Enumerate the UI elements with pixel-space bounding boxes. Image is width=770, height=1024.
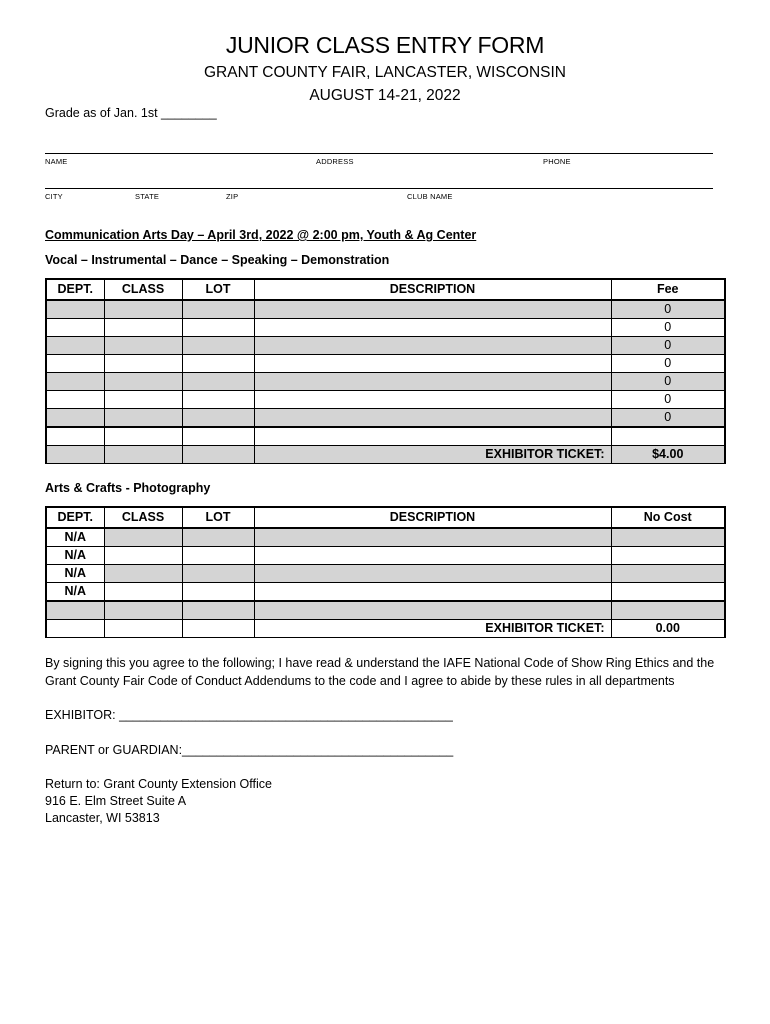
class-cell[interactable] bbox=[104, 528, 182, 547]
description-cell[interactable] bbox=[254, 391, 611, 409]
fair-dates: AUGUST 14-21, 2022 bbox=[309, 87, 461, 104]
class-cell[interactable] bbox=[104, 391, 182, 409]
parent-guardian-signature-field[interactable]: PARENT or GUARDIAN:_______________________________________ bbox=[45, 743, 454, 757]
class-cell[interactable] bbox=[104, 337, 182, 355]
fee-cell: 0 bbox=[611, 373, 725, 391]
zip-label: ZIP bbox=[226, 192, 239, 201]
dept-cell bbox=[46, 620, 104, 638]
table-row bbox=[46, 409, 725, 428]
dept-cell bbox=[46, 446, 104, 464]
table-row bbox=[46, 300, 725, 319]
form-title: JUNIOR CLASS ENTRY FORM bbox=[225, 32, 545, 58]
description-cell[interactable] bbox=[254, 373, 611, 391]
class-cell bbox=[104, 620, 182, 638]
table-row bbox=[46, 337, 725, 355]
table-row bbox=[46, 565, 725, 583]
class-cell[interactable] bbox=[104, 409, 182, 428]
dept-cell: N/A bbox=[46, 547, 104, 565]
city-label: CITY bbox=[45, 192, 63, 201]
club-name-label: CLUB NAME bbox=[407, 192, 453, 201]
dept-cell[interactable] bbox=[46, 337, 104, 355]
cost-cell[interactable] bbox=[611, 601, 725, 620]
class-cell[interactable] bbox=[104, 373, 182, 391]
exhibitor-signature-field[interactable]: EXHIBITOR: ________________________________________________ bbox=[45, 708, 453, 722]
address-label: ADDRESS bbox=[316, 157, 354, 166]
class-cell[interactable] bbox=[104, 547, 182, 565]
cost-cell[interactable] bbox=[611, 547, 725, 565]
agreement-line-1: By signing this you agree to the following; I have read & understand the IAFE National Code of Show Ring Ethics and the bbox=[45, 656, 715, 670]
dept-cell[interactable] bbox=[46, 373, 104, 391]
exhibitor-ticket-fee: 0.00 bbox=[611, 620, 725, 638]
table-row bbox=[46, 355, 725, 373]
lot-cell[interactable] bbox=[182, 583, 254, 602]
agreement-text bbox=[45, 654, 714, 690]
class-cell[interactable] bbox=[104, 319, 182, 337]
table-row bbox=[46, 427, 725, 446]
ticket-row bbox=[46, 620, 725, 638]
arts-crafts-table bbox=[45, 506, 726, 638]
table-row bbox=[46, 373, 725, 391]
col-lot: LOT bbox=[182, 507, 254, 528]
dept-cell[interactable] bbox=[46, 355, 104, 373]
description-cell[interactable] bbox=[254, 565, 611, 583]
lot-cell[interactable] bbox=[182, 373, 254, 391]
dept-cell[interactable] bbox=[46, 391, 104, 409]
lot-cell[interactable] bbox=[182, 355, 254, 373]
dept-cell: N/A bbox=[46, 528, 104, 547]
dept-cell[interactable] bbox=[46, 319, 104, 337]
description-cell[interactable] bbox=[254, 337, 611, 355]
cost-cell[interactable] bbox=[611, 565, 725, 583]
communication-arts-table bbox=[45, 278, 726, 464]
class-cell bbox=[104, 446, 182, 464]
exhibitor-ticket-label: EXHIBITOR TICKET: bbox=[254, 446, 611, 464]
fair-name: GRANT COUNTY FAIR, LANCASTER, WISCONSIN bbox=[203, 64, 566, 81]
fee-cell: 0 bbox=[611, 300, 725, 319]
name-label: NAME bbox=[45, 157, 68, 166]
lot-cell[interactable] bbox=[182, 601, 254, 620]
description-cell[interactable] bbox=[254, 319, 611, 337]
communication-arts-heading: Communication Arts Day – April 3rd, 2022 @ 2:00 pm, Youth & Ag Center bbox=[45, 228, 477, 242]
return-address bbox=[45, 776, 272, 827]
table-row bbox=[46, 547, 725, 565]
description-cell[interactable] bbox=[254, 583, 611, 602]
ticket-row bbox=[46, 446, 725, 464]
col-no-cost: No Cost bbox=[611, 507, 725, 528]
col-fee: Fee bbox=[611, 279, 725, 300]
class-cell[interactable] bbox=[104, 300, 182, 319]
lot-cell[interactable] bbox=[182, 565, 254, 583]
name-address-phone-line[interactable] bbox=[45, 153, 713, 154]
class-cell[interactable] bbox=[104, 427, 182, 446]
lot-cell[interactable] bbox=[182, 547, 254, 565]
lot-cell[interactable] bbox=[182, 409, 254, 428]
class-cell[interactable] bbox=[104, 601, 182, 620]
class-cell[interactable] bbox=[104, 583, 182, 602]
fee-cell: 0 bbox=[611, 409, 725, 428]
dept-cell[interactable] bbox=[46, 427, 104, 446]
lot-cell[interactable] bbox=[182, 528, 254, 547]
state-label: STATE bbox=[135, 192, 160, 201]
cost-cell[interactable] bbox=[611, 583, 725, 602]
lot-cell[interactable] bbox=[182, 427, 254, 446]
exhibitor-ticket-fee: $4.00 bbox=[611, 446, 725, 464]
table-row bbox=[46, 583, 725, 602]
return-line-3: Lancaster, WI 53813 bbox=[45, 811, 160, 825]
description-cell[interactable] bbox=[254, 427, 611, 446]
class-cell[interactable] bbox=[104, 355, 182, 373]
col-dept: DEPT. bbox=[46, 279, 104, 300]
fee-cell: 0 bbox=[611, 391, 725, 409]
table-row bbox=[46, 319, 725, 337]
dept-cell: N/A bbox=[46, 583, 104, 602]
description-cell[interactable] bbox=[254, 547, 611, 565]
description-cell[interactable] bbox=[254, 355, 611, 373]
col-class: CLASS bbox=[104, 279, 182, 300]
table-row bbox=[46, 391, 725, 409]
return-line-2: 916 E. Elm Street Suite A bbox=[45, 794, 187, 808]
fee-cell[interactable] bbox=[611, 427, 725, 446]
dept-cell[interactable] bbox=[46, 300, 104, 319]
arts-crafts-heading: Arts & Crafts - Photography bbox=[45, 481, 211, 495]
lot-cell bbox=[182, 446, 254, 464]
description-cell[interactable] bbox=[254, 528, 611, 547]
city-state-zip-club-line[interactable] bbox=[45, 188, 713, 189]
col-description: DESCRIPTION bbox=[254, 507, 611, 528]
exhibitor-ticket-label: EXHIBITOR TICKET: bbox=[254, 620, 611, 638]
agreement-line-2: Grant County Fair Code of Conduct Addendums to the code and I agree to abide by these rules in all departments bbox=[45, 674, 675, 688]
col-lot: LOT bbox=[182, 279, 254, 300]
table-row bbox=[46, 601, 725, 620]
description-cell[interactable] bbox=[254, 409, 611, 428]
communication-arts-subheading: Vocal – Instrumental – Dance – Speaking – Demonstration bbox=[45, 253, 390, 267]
col-class: CLASS bbox=[104, 507, 182, 528]
lot-cell[interactable] bbox=[182, 319, 254, 337]
grade-field[interactable]: Grade as of Jan. 1st ________ bbox=[45, 106, 217, 120]
col-description: DESCRIPTION bbox=[254, 279, 611, 300]
cost-cell[interactable] bbox=[611, 528, 725, 547]
lot-cell[interactable] bbox=[182, 300, 254, 319]
lot-cell bbox=[182, 620, 254, 638]
table-row bbox=[46, 528, 725, 547]
dept-cell[interactable] bbox=[46, 601, 104, 620]
fee-cell: 0 bbox=[611, 337, 725, 355]
dept-cell[interactable] bbox=[46, 409, 104, 428]
fee-cell: 0 bbox=[611, 319, 725, 337]
description-cell[interactable] bbox=[254, 300, 611, 319]
lot-cell[interactable] bbox=[182, 337, 254, 355]
dept-cell: N/A bbox=[46, 565, 104, 583]
fee-cell: 0 bbox=[611, 355, 725, 373]
return-line-1: Return to: Grant County Extension Office bbox=[45, 777, 272, 791]
description-cell[interactable] bbox=[254, 601, 611, 620]
col-dept: DEPT. bbox=[46, 507, 104, 528]
phone-label: PHONE bbox=[543, 157, 571, 166]
class-cell[interactable] bbox=[104, 565, 182, 583]
lot-cell[interactable] bbox=[182, 391, 254, 409]
